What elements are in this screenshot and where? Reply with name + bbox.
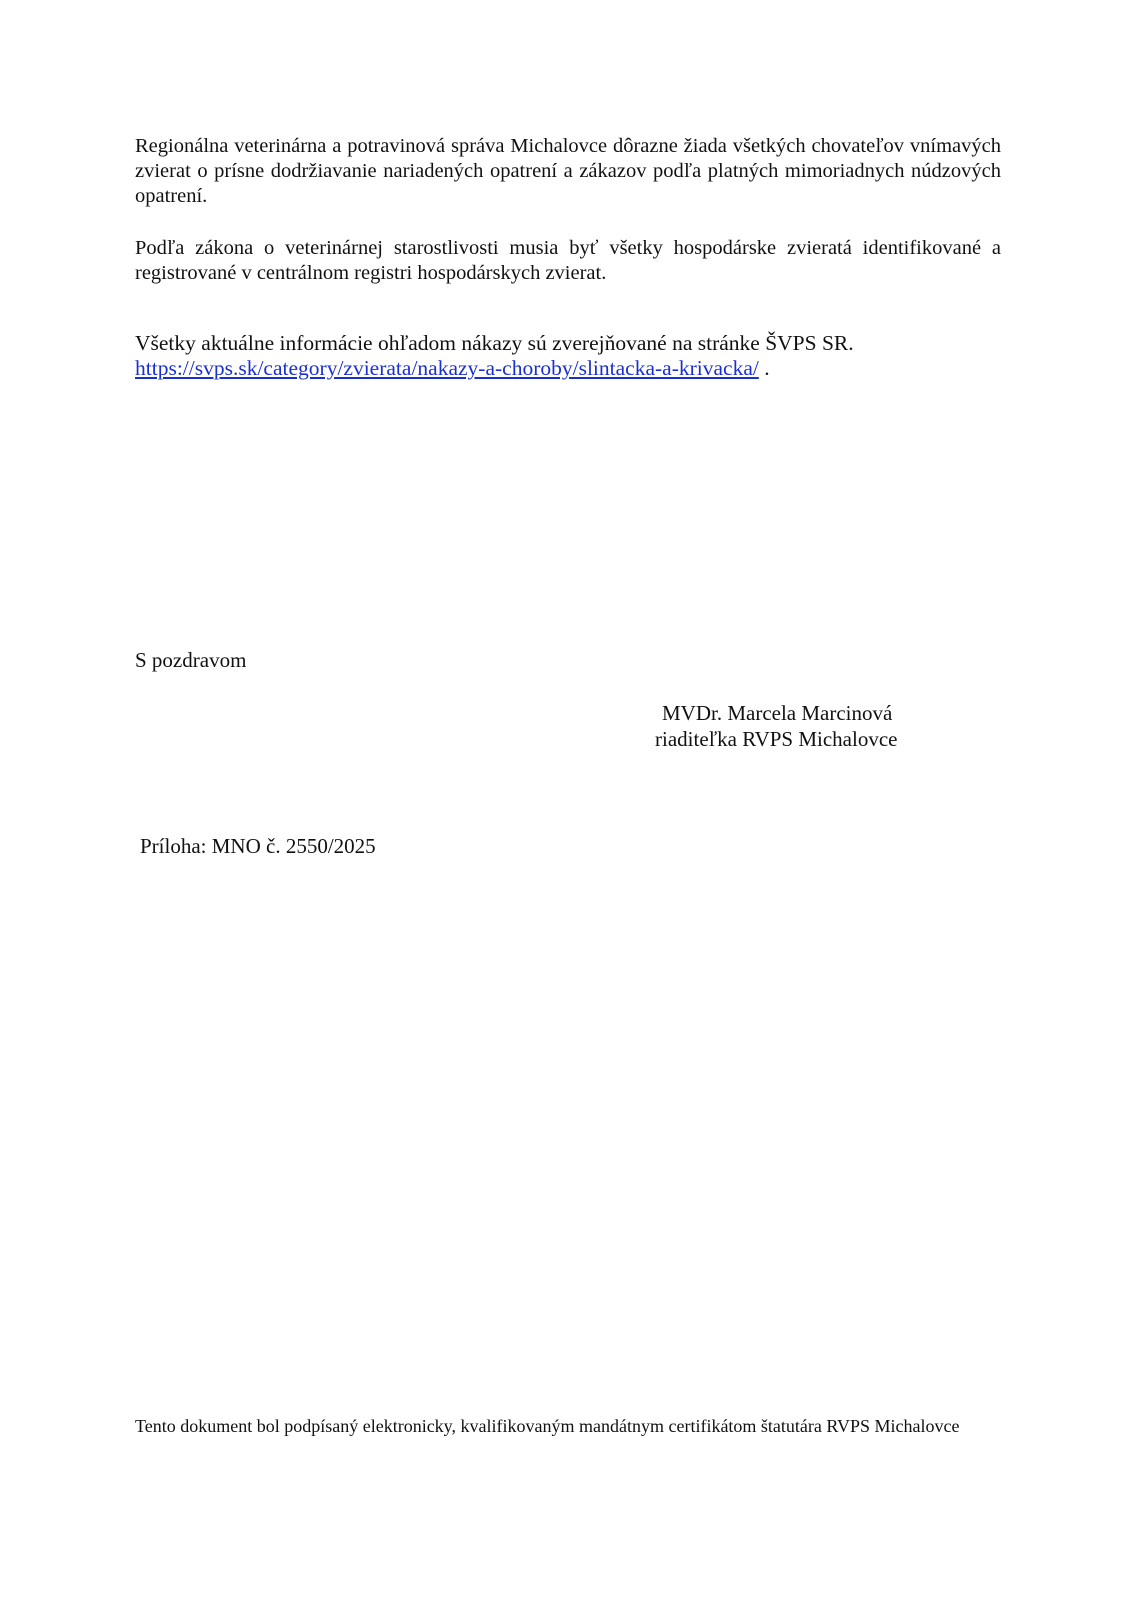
paragraph-appeal-to-breeders: Regionálna veterinárna a potravinová správa Michalovce dôrazne žiada všetkých chovateľov vnímavých zvierat o prísne dodržiavanie nariadených opatrení a zákazov podľa platných mimoriadnych núdzových opatrení. [135, 135, 1001, 207]
signer-role: riaditeľka RVPS Michalovce [655, 727, 898, 751]
svps-link[interactable]: https://svps.sk/category/zvierata/nakazy-a-choroby/slintacka-a-krivacka/ [135, 356, 759, 380]
info-source-suffix: . [758, 356, 770, 380]
paragraph-registration-requirement: Podľa zákona o veterinárnej starostlivosti musia byť všetky hospodárske zvieratá identifikované a registrované v centrálnom registri hospodárskych zvierat. [135, 237, 1001, 284]
signature-block [655, 700, 897, 752]
attachment-reference: Príloha: MNO č. 2550/2025 [140, 834, 376, 858]
signer-name: MVDr. Marcela Marcinová [662, 701, 893, 725]
info-source-text: Všetky aktuálne informácie ohľadom nákazy sú zverejňované na stránke ŠVPS SR. [135, 331, 854, 355]
closing-greeting: S pozdravom [135, 648, 247, 672]
electronic-signature-note: Tento dokument bol podpísaný elektronicky, kvalifikovaným mandátnym certifikátom štatutára RVPS Michalovce [135, 1416, 960, 1436]
paragraph-info-source [135, 331, 1001, 381]
